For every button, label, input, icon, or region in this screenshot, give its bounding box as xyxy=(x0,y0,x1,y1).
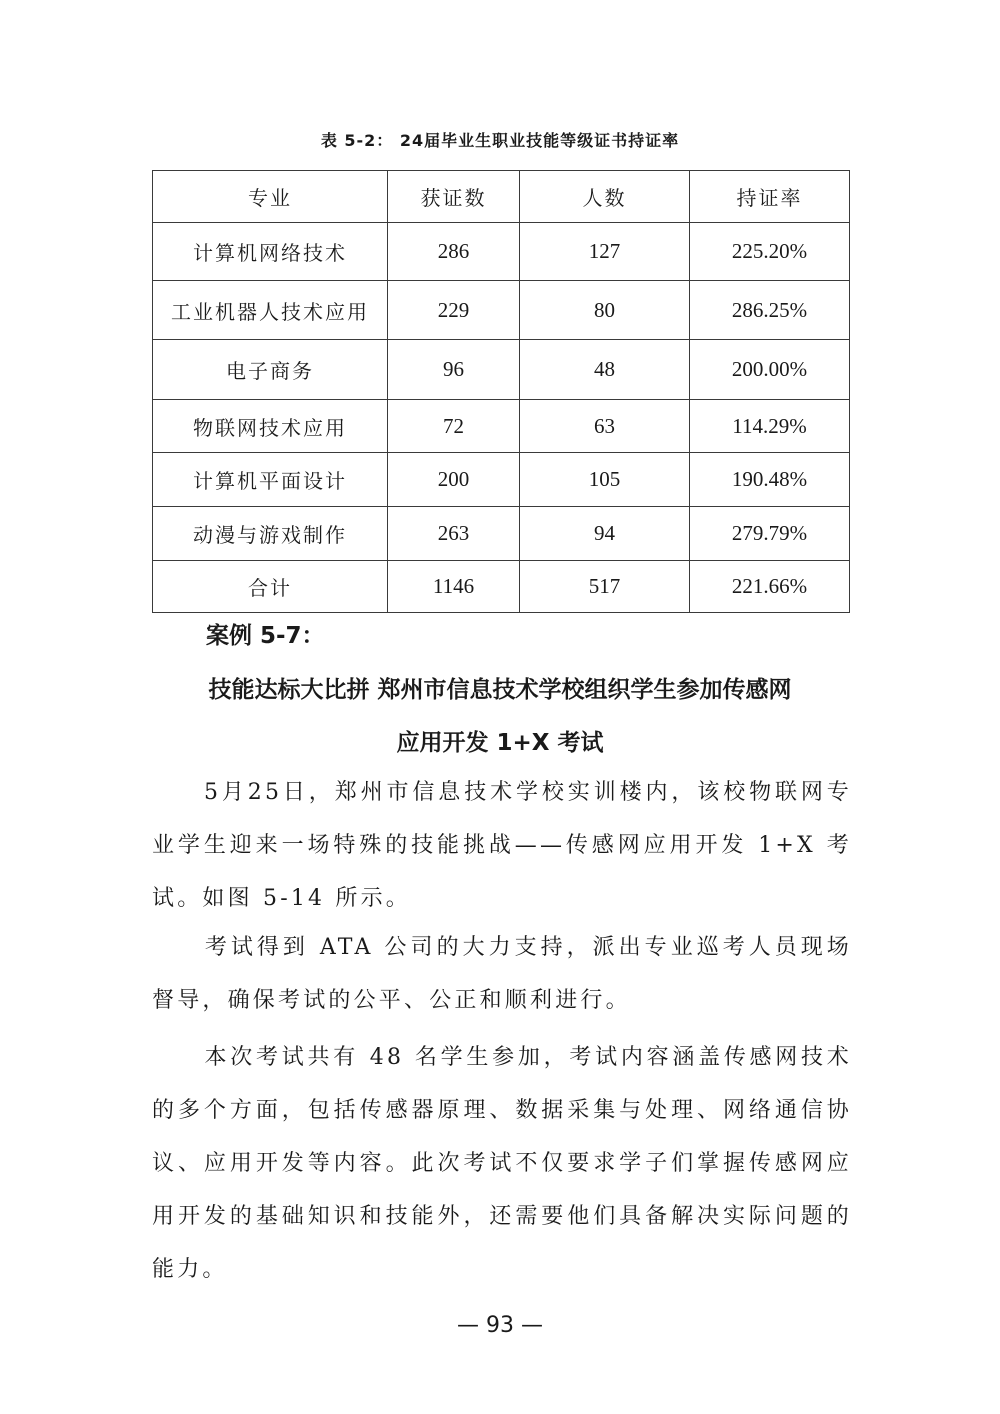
cell-rate: 114.29% xyxy=(690,400,850,453)
cell-certified: 286 xyxy=(388,223,520,281)
column-header-major: 专业 xyxy=(153,171,388,223)
table-row xyxy=(153,400,850,453)
case-title-line-2: 应用开发 1+X 考试 xyxy=(396,730,604,756)
cell-major: 物联网技术应用 xyxy=(153,400,388,453)
paragraph-2-text: 考试得到 ATA 公司的大力支持，派出专业巡考人员现场督导，确保考试的公平、公正和顺利进行。 xyxy=(152,935,852,1013)
cell-total-rate: 221.66% xyxy=(690,561,850,613)
table-row xyxy=(153,340,850,400)
table-row xyxy=(153,223,850,281)
cell-students: 80 xyxy=(520,281,690,340)
cell-certified: 72 xyxy=(388,400,520,453)
certificate-rate-table xyxy=(152,170,850,613)
table-caption: 表 5-2： 24届毕业生职业技能等级证书持证率 xyxy=(320,131,680,150)
cell-rate: 279.79% xyxy=(690,507,850,561)
cell-major: 计算机网络技术 xyxy=(153,223,388,281)
cell-certified: 96 xyxy=(388,340,520,400)
cell-major: 电子商务 xyxy=(153,340,388,400)
column-header-rate: 持证率 xyxy=(690,171,850,223)
cell-certified: 263 xyxy=(388,507,520,561)
cell-rate: 225.20% xyxy=(690,223,850,281)
cell-total-students: 517 xyxy=(520,561,690,613)
paragraph-1-text: 5月25日，郑州市信息技术学校实训楼内，该校物联网专业学生迎来一场特殊的技能挑战——传感网应用开发 1+X 考试。如图 5-14 所示。 xyxy=(152,780,852,911)
cell-major: 计算机平面设计 xyxy=(153,453,388,507)
table-row xyxy=(153,453,850,507)
case-label: 案例 5-7： xyxy=(206,623,325,649)
column-header-students: 人数 xyxy=(520,171,690,223)
cell-students: 127 xyxy=(520,223,690,281)
cell-total-label: 合计 xyxy=(153,561,388,613)
table-row xyxy=(153,281,850,340)
case-title-line-1: 技能达标大比拼 郑州市信息技术学校组织学生参加传感网 xyxy=(208,677,792,703)
cell-rate: 200.00% xyxy=(690,340,850,400)
cell-rate: 286.25% xyxy=(690,281,850,340)
cell-total-certified: 1146 xyxy=(388,561,520,613)
cell-certified: 200 xyxy=(388,453,520,507)
paragraph-1 xyxy=(152,766,852,925)
paragraph-3-text: 本次考试共有 48 名学生参加，考试内容涵盖传感网技术的多个方面，包括传感器原理、数据采集与处理、网络通信协议、应用开发等内容。此次考试不仅要求学子们掌握传感网应用开发的基础知识和技能外，还需要他们具备解决实际问题的能力。 xyxy=(152,1045,852,1282)
cell-certified: 229 xyxy=(388,281,520,340)
cell-rate: 190.48% xyxy=(690,453,850,507)
page-number: — 93 — xyxy=(457,1313,543,1338)
cell-students: 105 xyxy=(520,453,690,507)
column-header-certified: 获证数 xyxy=(388,171,520,223)
cell-students: 63 xyxy=(520,400,690,453)
table-header-row xyxy=(153,171,850,223)
table-total-row xyxy=(153,561,850,613)
cell-students: 94 xyxy=(520,507,690,561)
table-row xyxy=(153,507,850,561)
paragraph-3 xyxy=(152,1031,852,1296)
cell-major: 动漫与游戏制作 xyxy=(153,507,388,561)
cell-students: 48 xyxy=(520,340,690,400)
paragraph-2 xyxy=(152,921,852,1027)
cell-major: 工业机器人技术应用 xyxy=(153,281,388,340)
